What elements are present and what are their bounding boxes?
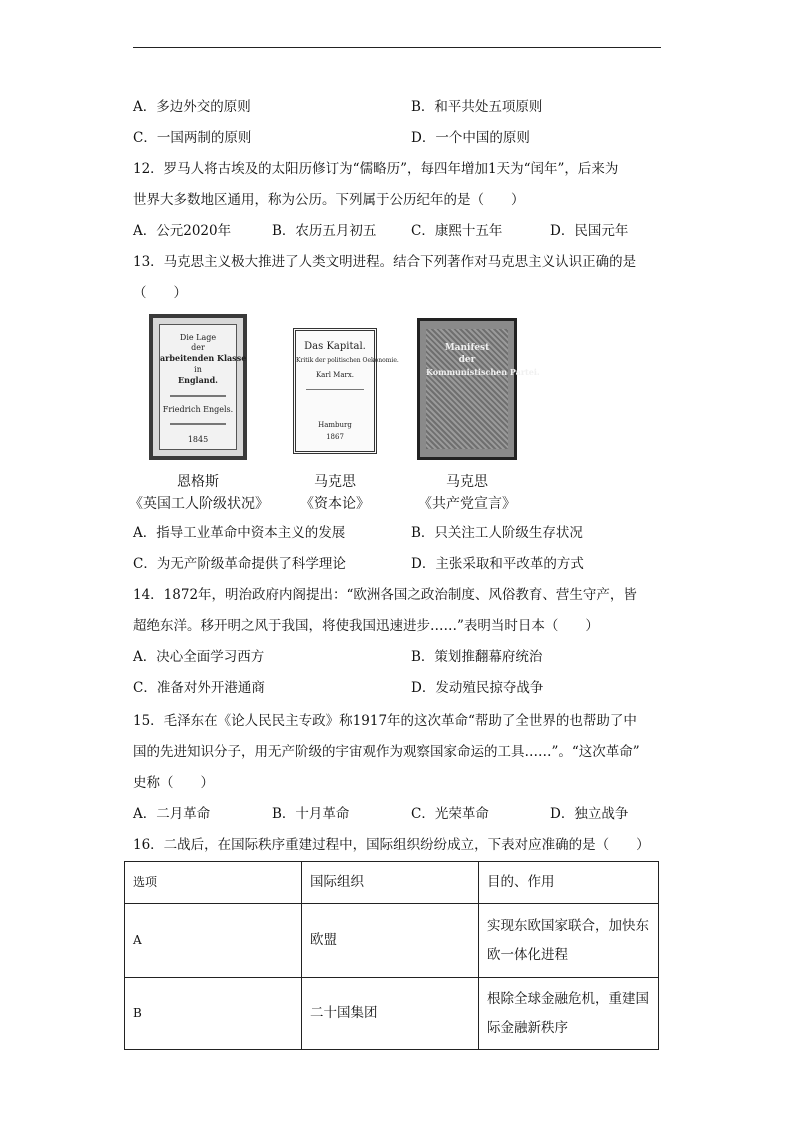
- cover-text: Das Kapital.: [304, 341, 366, 352]
- book-covers-figure: [129, 312, 540, 512]
- header-rule: [133, 47, 661, 48]
- table-row: [125, 978, 659, 1050]
- q15-stem-line2: 国的先进知识分子，用无产阶级的宇宙观作为观察国家命运的工具……”。“这次革命”: [133, 744, 640, 760]
- q12-stem-line1: 12．罗马人将古埃及的太阳历修订为“儒略历”，每四年增加1天为“闰年”，后来为: [133, 161, 619, 177]
- cover-text: der: [458, 355, 476, 365]
- q12-option-b: B．农历五月初五: [272, 223, 377, 239]
- q12-option-c: C．康熙十五年: [411, 223, 503, 239]
- table-cell-org: 二十国集团: [302, 978, 479, 1050]
- purpose-line: 根除全球金融危机，重建国: [487, 990, 649, 1007]
- q14-stem-line1: 14．1872年，明治政府内阁提出：“欧洲各国之政治制度、风俗教育、营生守产，皆: [133, 587, 637, 603]
- das-kapital-cover-image: [293, 328, 399, 454]
- q13-stem-line1: 13．马克思主义极大推进了人类文明进程。结合下列著作对马克思主义认识正确的是: [133, 254, 637, 270]
- engels-book-cover-image: [149, 314, 247, 460]
- cover-text: England.: [178, 375, 218, 385]
- cover-text: in: [194, 365, 202, 374]
- cover-divider: [170, 423, 226, 425]
- q16-table: [124, 861, 659, 1050]
- table-cell-purpose: [479, 904, 659, 978]
- cover-text: Kommunistischen Partei.: [426, 367, 540, 377]
- q16-stem-line1: 16．二战后，在国际秩序重建过程中，国际组织纷纷成立，下表对应准确的是（ ）: [133, 837, 650, 853]
- cover-text: Manifest: [444, 343, 490, 353]
- q14-stem-line2: 超绝东洋。移开明之风于我国，将使我国迅速进步……”表明当时日本（ ）: [133, 618, 599, 634]
- table-cell-purpose: [479, 978, 659, 1050]
- table-header-cell: 国际组织: [302, 862, 479, 904]
- cover-text: 1845: [187, 435, 209, 444]
- cover-text: Karl Marx.: [315, 371, 355, 379]
- cover-text: 1867: [326, 433, 344, 441]
- book1-author: 恩格斯: [177, 474, 219, 490]
- q13-option-c: C．为无产阶级革命提供了科学理论: [133, 556, 346, 572]
- q13-stem-line2: （ ）: [133, 285, 187, 301]
- q13-option-d: D．主张采取和平改革的方式: [411, 556, 584, 572]
- book2-author: 马克思: [314, 474, 356, 490]
- book3-author: 马克思: [446, 474, 488, 490]
- q15-option-d: D．独立战争: [550, 806, 629, 822]
- table-header-cell: 选项: [125, 862, 302, 904]
- table-cell-org: 欧盟: [302, 904, 479, 978]
- q13-option-a: A．指导工业革命中资本主义的发展: [133, 525, 346, 541]
- cover-divider: [306, 389, 364, 390]
- q14-option-a: A．决心全面学习西方: [133, 649, 265, 665]
- q11-option-c: C．一国两制的原则: [133, 130, 252, 146]
- q15-stem-line1: 15．毛泽东在《论人民民主专政》称1917年的这次革命“帮助了全世界的也帮助了中: [133, 713, 637, 729]
- q11-option-a: A．多边外交的原则: [133, 99, 251, 115]
- table-header-cell: 目的、作用: [479, 862, 659, 904]
- q12-option-d: D．民国元年: [550, 223, 629, 239]
- purpose-line: 实现东欧国家联合，加快东: [487, 917, 649, 934]
- book1-title: 《英国工人阶级状况》: [129, 496, 269, 512]
- table-row: [125, 904, 659, 978]
- q15-option-c: C．光荣革命: [411, 806, 489, 822]
- q14-option-d: D．发动殖民掠夺战争: [411, 680, 544, 696]
- table-header-row: [125, 862, 659, 904]
- book3-title: 《共产党宣言》: [418, 496, 516, 512]
- q15-stem-line3: 史称（ ）: [133, 775, 214, 791]
- manifesto-cover-image: [417, 318, 540, 460]
- cover-text: Die Lage: [179, 333, 217, 342]
- q15-option-a: A．二月革命: [133, 806, 211, 822]
- cover-text: Friedrich Engels.: [162, 405, 234, 414]
- purpose-line: 际金融新秩序: [487, 1019, 568, 1036]
- q11-option-d: D．一个中国的原则: [411, 130, 530, 146]
- q12-stem-line2: 世界大多数地区通用，称为公历。下列属于公历纪年的是（ ）: [133, 192, 525, 208]
- table-cell-option: A: [125, 904, 302, 978]
- cover-divider: [170, 395, 226, 397]
- cover-text: Kritik der politischen Oekonomie.: [296, 357, 399, 364]
- q14-option-c: C．准备对外开港通商: [133, 680, 265, 696]
- q14-option-b: B．策划推翻幕府统治: [411, 649, 543, 665]
- book2-title: 《资本论》: [300, 496, 370, 512]
- q11-option-b: B．和平共处五项原则: [411, 99, 543, 115]
- table-cell-option: B: [125, 978, 302, 1050]
- cover-text: arbeitenden Klasse: [160, 353, 247, 363]
- cover-text: Hamburg: [318, 421, 352, 429]
- q13-option-b: B．只关注工人阶级生存状况: [411, 525, 583, 541]
- q12-option-a: A．公元2020年: [133, 223, 232, 239]
- q15-option-b: B．十月革命: [272, 806, 350, 822]
- purpose-line: 欧一体化进程: [487, 946, 568, 963]
- cover-text: der: [191, 343, 205, 352]
